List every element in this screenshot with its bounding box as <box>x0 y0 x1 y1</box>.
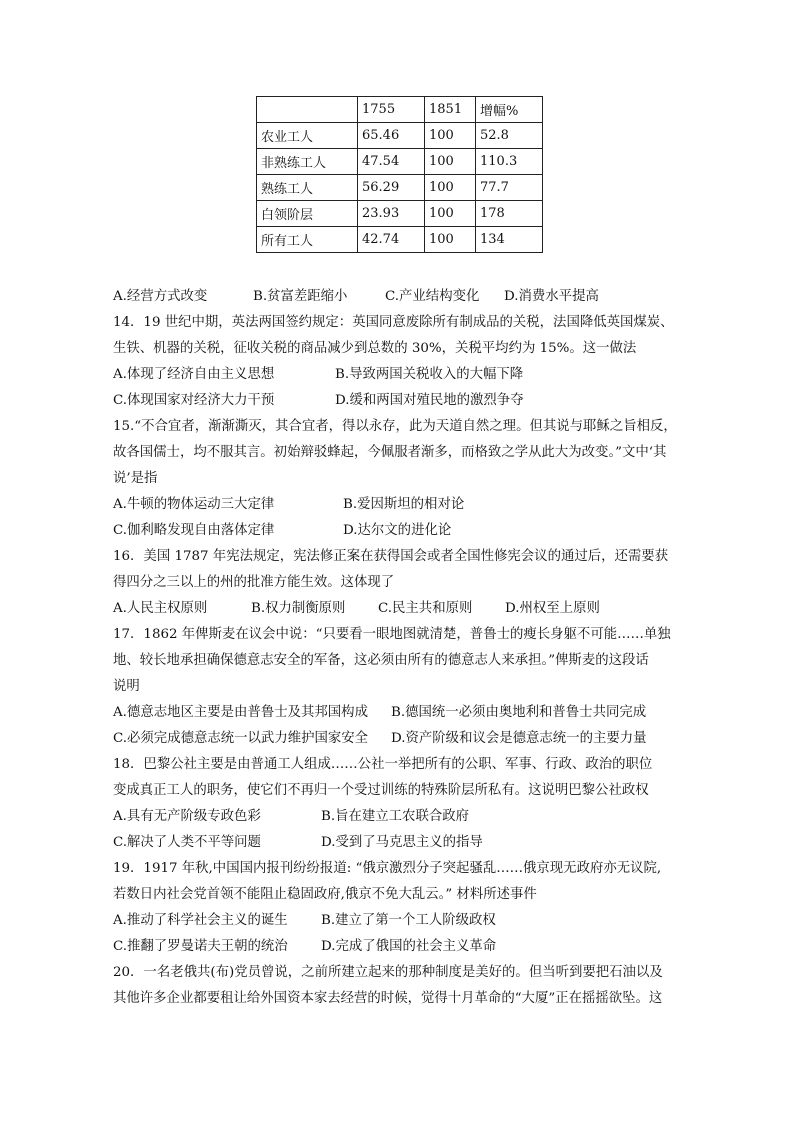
option-a[interactable]: A.经营方式改变 <box>113 289 208 304</box>
table-cell: 100 <box>425 227 476 253</box>
table-header-row <box>257 97 543 123</box>
wage-index-table <box>256 96 543 253</box>
q14-stem-line: 生铁、机器的关税，征收关税的商品减少到总数的 30%，关税平均约为 15%。这一做法 <box>113 341 637 356</box>
option-c[interactable]: C.体现国家对经济大力干预 <box>113 393 275 408</box>
option-a[interactable]: A.推动了科学社会主义的诞生 <box>113 913 288 928</box>
option-a[interactable]: A.德意志地区主要是由普鲁士及其邦国构成 <box>113 705 368 720</box>
option-d[interactable]: D.消费水平提高 <box>504 289 599 304</box>
q19-options-row1 <box>113 908 685 934</box>
table-cell: 77.7 <box>476 175 543 201</box>
table-cell: 非熟练工人 <box>257 149 358 175</box>
table-header-cell: 1851 <box>425 97 476 123</box>
q16-stem-line: 16．美国 1787 年宪法规定，宪法修正案在获得国会或者全国性修宪会议的通过后，还需要获 <box>113 549 669 564</box>
q15-stem-line: 故各国儒士，均不服其言。初始辩驳蜂起，今佩服者渐多，而格致之学从此大为改变。”文中‘其 <box>113 445 667 460</box>
option-b[interactable]: B.权力制衡原则 <box>251 601 346 616</box>
q16-stem-line: 得四分之三以上的州的批准方能生效。这体现了 <box>113 575 395 590</box>
option-c[interactable]: C.必须完成德意志统一以武力维护国家安全 <box>113 731 369 746</box>
q17-options-row2 <box>113 726 685 752</box>
q15-options-row1 <box>113 492 685 518</box>
q17-options-row1 <box>113 700 685 726</box>
option-d[interactable]: D.达尔文的进化论 <box>343 523 452 538</box>
table-cell: 65.46 <box>358 123 425 149</box>
option-a[interactable]: A.具有无产阶级专政色彩 <box>113 809 261 824</box>
option-d[interactable]: D.资产阶级和议会是德意志统一的主要力量 <box>391 731 647 746</box>
table-cell: 23.93 <box>358 201 425 227</box>
table-cell: 100 <box>425 149 476 175</box>
q15-options-row2 <box>113 518 685 544</box>
q17-stem-line: 地、较长地承担确保德意志安全的军备，这必须由所有的德意志人来承担。”俾斯麦的这段话 <box>113 653 649 668</box>
table-cell: 110.3 <box>476 149 543 175</box>
q20-stem-line: 20．一名老俄共(布)党员曾说，之前所建立起来的那种制度是美好的。但当听到要把石油以及 <box>113 965 663 980</box>
option-a[interactable]: A.体现了经济自由主义思想 <box>113 367 275 382</box>
option-c[interactable]: C.推翻了罗曼诺夫王朝的统治 <box>113 939 288 954</box>
q13-options <box>113 284 685 310</box>
table-header-cell <box>257 97 358 123</box>
table-header-cell: 增幅% <box>476 97 543 123</box>
table-cell: 100 <box>425 123 476 149</box>
table-row <box>257 201 543 227</box>
q18-stem-line: 变成真正工人的职务，使它们不再归一个受过训练的特殊阶层所私有。这说明巴黎公社政权 <box>113 783 649 798</box>
q17-stem-line: 17．1862 年俾斯麦在议会中说：“只要看一眼地图就清楚，普鲁士的瘦长身躯不可能……单独 <box>113 627 671 642</box>
table-header-cell: 1755 <box>358 97 425 123</box>
option-b[interactable]: B.导致两国关税收入的大幅下降 <box>335 367 524 382</box>
option-b[interactable]: B.爱因斯坦的相对论 <box>343 497 465 512</box>
option-d[interactable]: D.州权至上原则 <box>505 601 600 616</box>
table-cell: 178 <box>476 201 543 227</box>
q19-options-row2 <box>113 934 685 960</box>
option-b[interactable]: B.贫富差距缩小 <box>253 289 348 304</box>
table-row <box>257 149 543 175</box>
option-a[interactable]: A.人民主权原则 <box>113 601 208 616</box>
table-row <box>257 123 543 149</box>
q20-stem-line: 其他许多企业都要租让给外国资本家去经营的时候，觉得十月革命的“大厦”正在摇摇欲坠。这 <box>113 991 663 1006</box>
table-row <box>257 227 543 253</box>
option-c[interactable]: C.产业结构变化 <box>385 289 480 304</box>
option-c[interactable]: C.伽利略发现自由落体定律 <box>113 523 275 538</box>
q14-options-row1 <box>113 362 685 388</box>
question-list <box>113 284 685 1012</box>
q15-stem-line: 15.“不合宜者，渐渐澌灭，其合宜者，得以永存，此为天道自然之理。但其说与耶稣之旨相反， <box>113 419 677 434</box>
table-row <box>257 175 543 201</box>
q18-options-row2 <box>113 830 685 856</box>
q14-options-row2 <box>113 388 685 414</box>
table-cell: 56.29 <box>358 175 425 201</box>
table-cell: 白领阶层 <box>257 201 358 227</box>
q18-options-row1 <box>113 804 685 830</box>
option-a[interactable]: A.牛顿的物体运动三大定律 <box>113 497 275 512</box>
option-b[interactable]: B.德国统一必须由奥地利和普鲁士共同完成 <box>391 705 647 720</box>
option-c[interactable]: C.解决了人类不平等问题 <box>113 835 261 850</box>
option-c[interactable]: C.民主共和原则 <box>378 601 473 616</box>
table-cell: 47.54 <box>358 149 425 175</box>
option-d[interactable]: D.受到了马克思主义的指导 <box>321 835 483 850</box>
q16-options <box>113 596 685 622</box>
table-cell: 100 <box>425 201 476 227</box>
table-cell: 100 <box>425 175 476 201</box>
option-b[interactable]: B.旨在建立工农联合政府 <box>321 809 470 824</box>
q14-stem-line: 14．19 世纪中期，英法两国签约规定：英国同意废除所有制成品的关税，法国降低英国煤炭、 <box>113 315 674 330</box>
table-cell: 所有工人 <box>257 227 358 253</box>
table-cell: 134 <box>476 227 543 253</box>
table-cell: 农业工人 <box>257 123 358 149</box>
q18-stem-line: 18．巴黎公社主要是由普通工人组成……公社一举把所有的公职、军事、行政、政治的职位 <box>113 757 653 772</box>
table-cell: 52.8 <box>476 123 543 149</box>
q19-stem-line: 若数日内社会党首领不能阻止稳固政府,俄京不免大乱云。” 材料所述事件 <box>113 887 537 902</box>
q17-stem-line: 说明 <box>113 679 140 694</box>
table-cell: 42.74 <box>358 227 425 253</box>
table-cell: 熟练工人 <box>257 175 358 201</box>
q15-stem-line: 说’是指 <box>113 471 158 486</box>
option-b[interactable]: B.建立了第一个工人阶级政权 <box>321 913 496 928</box>
option-d[interactable]: D.完成了俄国的社会主义革命 <box>321 939 497 954</box>
option-d[interactable]: D.缓和两国对殖民地的激烈争夺 <box>335 393 524 408</box>
q19-stem-line: 19．1917 年秋,中国国内报刊纷纷报道: “俄京激烈分子突起骚乱……俄京现无政府亦无议院, <box>113 861 662 876</box>
